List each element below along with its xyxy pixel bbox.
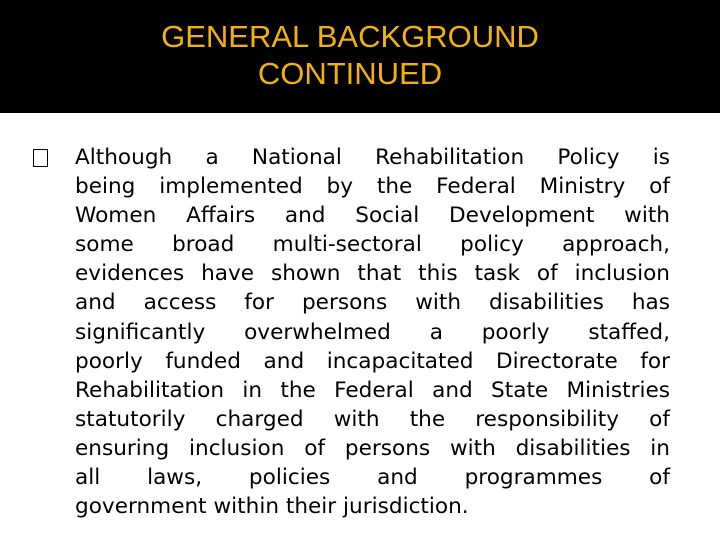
- body-line: government within their jurisdiction.: [75, 494, 469, 520]
- body-line: poorly funded and incapacitated Directorate for: [75, 348, 670, 374]
- slide-title: [0, 18, 700, 92]
- body-line: Women Affairs and Social Development with: [75, 203, 670, 229]
- bullet-square-icon: [33, 149, 48, 167]
- title-band: [0, 0, 720, 113]
- title-line-2: CONTINUED: [257, 56, 443, 91]
- body-line: all laws, policies and programmes of: [75, 465, 670, 491]
- body-line: evidences have shown that this task of inclusion: [75, 261, 670, 287]
- body-line: and access for persons with disabilities has: [75, 290, 670, 316]
- body-line: Rehabilitation in the Federal and State Ministries: [75, 377, 670, 403]
- body-line: significantly overwhelmed a poorly staffed,: [75, 319, 670, 345]
- body-line: being implemented by the Federal Ministry of: [75, 174, 670, 200]
- body-line: some broad multi-sectoral policy approach,: [75, 232, 670, 258]
- title-line-1: GENERAL BACKGROUND: [161, 19, 539, 54]
- body-line: ensuring inclusion of persons with disabilities in: [75, 435, 670, 461]
- body-line: Although a National Rehabilitation Policy is: [75, 145, 670, 170]
- body-paragraph: [75, 143, 670, 521]
- body-line: statutorily charged with the responsibility of: [75, 406, 670, 432]
